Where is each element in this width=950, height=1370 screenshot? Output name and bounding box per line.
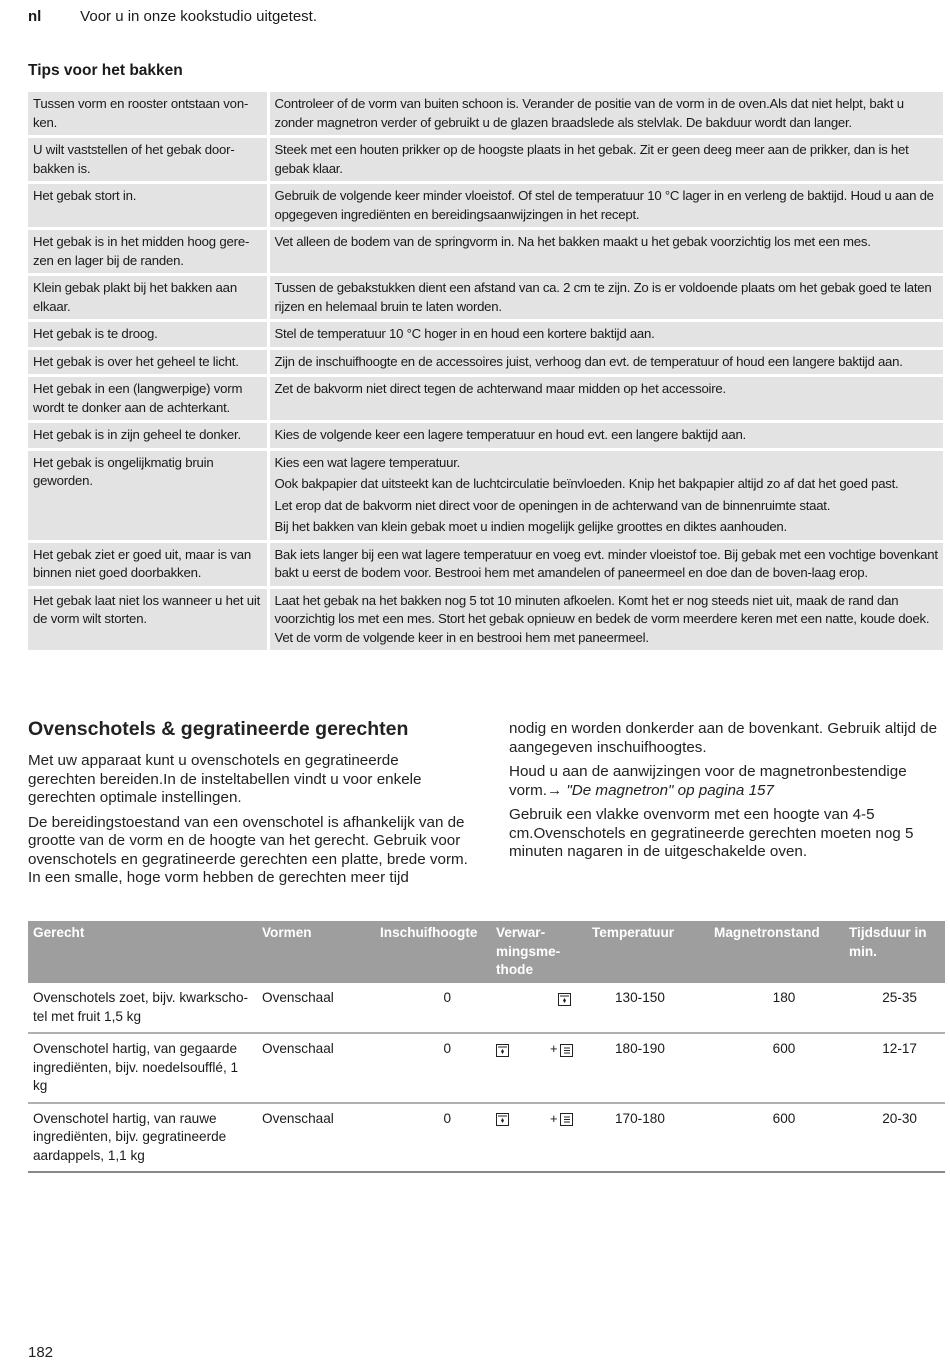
tip-problem: Het gebak is in zijn geheel te donker. [28, 422, 268, 450]
microwave-icon [560, 1044, 573, 1057]
table-header-row [28, 921, 945, 983]
table-row [28, 422, 943, 450]
header-mode: Verwar-mingsme-thode [491, 921, 587, 983]
solution-line: Vet alleen de bodem van de springvorm in. Na het bakken maakt u het gebak voorzichtig los met een mes. [274, 234, 871, 249]
tip-solution [268, 541, 943, 587]
tip-problem: Het gebak is ongelijkmatig bruin geworden. [28, 449, 268, 541]
cell-temp: 170-180 [587, 1103, 709, 1173]
paragraph: Gebruik een vlakke ovenvorm met een hoogte van 4-5 cm.Ovenschotels en gegratineerde gerechten moeten nog 5 minuten nagaren in de uitgeschakelde oven. [509, 806, 914, 860]
text-column-right [509, 720, 944, 868]
cell-dish: Ovenschotels zoet, bijv. kwarkscho-tel met fruit 1,5 kg [28, 983, 257, 1033]
casseroles-section-title: Ovenschotels & gegratineerde gerechten [28, 718, 409, 740]
page-reference-link[interactable]: "De magnetron" op pagina 157 [566, 781, 774, 799]
microwave-icon [560, 1113, 573, 1126]
tip-solution [268, 587, 943, 652]
tip-solution [268, 183, 943, 229]
tip-solution [268, 229, 943, 275]
solution-line: Bak iets langer bij een wat lagere temperatuur en voeg evt. minder vloeistof toe. Bij gebak met een vochtige bovenkant bakt u eerst de bodem voor. Bestrooi hem met amandelen of paneermeel en doe dan de boven-laag erop. [274, 546, 938, 580]
solution-line: Kies de volgende keer een lagere temperatuur en houd evt. een langere baktijd aan. [274, 427, 746, 442]
table-row [28, 321, 943, 349]
solution-line: Steek met een houten prikker op de hoogste plaats in het gebak. Zit er geen deeg meer aan de prikker, dan is het gebak klaar. [274, 142, 909, 176]
table-row [28, 449, 943, 541]
solution-line: Laat het gebak na het bakken nog 5 tot 10 minuten afkoelen. Komt het er nog steeds niet uit, maak de rand dan voorzichtig los met een mes. Stort het gebak opnieuw en bedek de vorm meerdere keren met een natte, koude doek. Vet de vorm de volgende keer in en bestrooi hem met paneermeel. [274, 592, 930, 645]
cell-mag: 600 [709, 1103, 844, 1173]
tip-problem: Het gebak laat niet los wanneer u het uit de vorm wilt storten. [28, 587, 268, 652]
cell-form: Ovenschaal [257, 1033, 375, 1103]
tip-solution [268, 376, 943, 422]
cell-height: 0 [375, 1103, 491, 1173]
plus-sign: + [550, 1041, 558, 1056]
solution-line: Zet de bakvorm niet direct tegen de achterwand maar midden op het accessoire. [274, 381, 726, 396]
cell-dish: Ovenschotel hartig, van rauwe ingrediënten, bijv. gegratineerde aardappels, 1,1 kg [28, 1103, 257, 1173]
solution-line: Stel de temperatuur 10 °C hoger in en houd een kortere baktijd aan. [274, 326, 655, 341]
heating-mode [496, 1040, 582, 1058]
tip-solution [268, 137, 943, 183]
table-row [28, 137, 943, 183]
grill-fan-icon [496, 1113, 509, 1126]
tip-problem: Het gebak stort in. [28, 183, 268, 229]
tip-problem: Het gebak ziet er goed uit, maar is van binnen niet goed doorbakken. [28, 541, 268, 587]
tip-solution [268, 449, 943, 541]
tip-solution [268, 348, 943, 376]
arrow-icon: → [546, 781, 563, 799]
cell-dish: Ovenschotel hartig, van gegaarde ingrediënten, bijv. noedelsoufflé, 1 kg [28, 1033, 257, 1103]
table-row [28, 541, 943, 587]
tips-section-title: Tips voor het bakken [28, 62, 183, 79]
table-row [28, 348, 943, 376]
table-row [28, 1033, 945, 1103]
solution-line: Kies een wat lagere temperatuur. [274, 454, 461, 470]
cell-time: 12-17 [844, 1033, 945, 1103]
paragraph-text: Houd u aan de aanwijzingen voor de magnetronbestendige vorm. [509, 763, 907, 799]
solution-line: Controleer of de vorm van buiten schoon is. Verander de positie van de vorm in de oven.Als dat niet helpt, bakt u zonder magnetron verder of gebruikt u de glazen braadslede als stelvlak. De bakduur wordt dan langer. [274, 96, 904, 130]
table-row [28, 587, 943, 652]
header-form: Vormen [257, 921, 375, 983]
cell-time: 20-30 [844, 1103, 945, 1173]
text-column-left [28, 752, 468, 894]
solution-line: Bij het bakken van klein gebak moet u indien mogelijk gelijke groottes en diktes aanhouden. [274, 519, 787, 534]
paragraph: Met uw apparaat kunt u ovenschotels en gegratineerde gerechten bereiden.In de insteltabellen vindt u voor enkele gerechten optimale instellingen. [28, 752, 422, 806]
solution-line: Let erop dat de bakvorm niet direct voor de openingen in de achterwand van de binnenruimte staat. [274, 497, 831, 513]
plus-sign: + [550, 1110, 558, 1126]
tip-problem: Het gebak is in het midden hoog gere-zen en lager bij de randen. [28, 229, 268, 275]
cell-temp: 180-190 [587, 1033, 709, 1103]
solution-line: Ook bakpapier dat uitsteekt kan de luchtcirculatie beïnvloeden. Knip het bakpapier altijd zo af dat het goed past. [274, 476, 899, 491]
table-row [28, 183, 943, 229]
tip-solution [268, 275, 943, 321]
tip-problem: Klein gebak plakt bij het bakken aan elkaar. [28, 275, 268, 321]
casserole-settings-table [28, 921, 945, 1173]
grill-fan-icon [496, 1044, 509, 1057]
table-row [28, 1103, 945, 1173]
cell-mode [491, 983, 587, 1033]
header-dish: Gerecht [28, 921, 257, 983]
page-number: 182 [28, 1344, 54, 1361]
paragraph: nodig en worden donkerder aan de bovenkant. Gebruik altijd de aangegeven inschuifhoogtes. [509, 720, 938, 756]
cell-form: Ovenschaal [257, 1103, 375, 1173]
header-mag: Magnetronstand [709, 921, 844, 983]
paragraph: De bereidingstoestand van een ovenschotel is afhankelijk van de grootte van de vorm en de hoogte van het gerecht. Gebruik voor ovenschotels en gegratineerde gerechten een platte, brede vorm. In een smalle, hoge vorm hebben de gerechten meer tijd [28, 813, 468, 886]
solution-line: Tussen de gebakstukken dient een afstand van ca. 2 cm te zijn. Zo is er voldoende plaats om het gebak goed te laten rijzen en helemaal bruin te laten worden. [274, 280, 932, 314]
table-row [28, 376, 943, 422]
cell-temp: 130-150 [587, 983, 709, 1033]
page-header [28, 8, 317, 25]
tip-problem: U wilt vaststellen of het gebak door-bakken is. [28, 137, 268, 183]
table-row [28, 983, 945, 1033]
header-height: Inschuifhoogte [375, 921, 491, 983]
header-temp: Temperatuur [587, 921, 709, 983]
heating-mode [496, 989, 582, 1007]
tip-solution [268, 321, 943, 349]
tip-solution [268, 422, 943, 450]
tip-problem: Het gebak is te droog. [28, 321, 268, 349]
language-code: nl [28, 8, 42, 25]
cell-time: 25-35 [844, 983, 945, 1033]
header-time: Tijdsduur in min. [844, 921, 945, 983]
table-row [28, 229, 943, 275]
grill-fan-icon [558, 993, 571, 1006]
table-row [28, 275, 943, 321]
cell-height: 0 [375, 983, 491, 1033]
table-row [28, 92, 943, 137]
header-text: Voor u in onze kookstudio uitgetest. [80, 8, 317, 25]
cell-mag: 600 [709, 1033, 844, 1103]
cell-mode [491, 1033, 587, 1103]
baking-tips-table [28, 92, 943, 653]
cell-mode [491, 1103, 587, 1173]
tip-problem: Het gebak in een (langwerpige) vorm wordt te donker aan de achterkant. [28, 376, 268, 422]
paragraph [509, 763, 944, 800]
tip-problem: Het gebak is over het geheel te licht. [28, 348, 268, 376]
solution-line: Zijn de inschuifhoogte en de accessoires juist, verhoog dan evt. de temperatuur of houd een langere baktijd aan. [274, 353, 903, 369]
solution-line: Gebruik de volgende keer minder vloeistof. Of stel de temperatuur 10 °C lager in en verleng de baktijd. Houd u aan de opgegeven ingrediënten en bereidingsaanwijzingen in het recept. [274, 188, 934, 222]
tip-solution [268, 92, 943, 137]
tip-problem: Tussen vorm en rooster ontstaan von-ken. [28, 92, 268, 137]
cell-mag: 180 [709, 983, 844, 1033]
heating-mode [496, 1110, 582, 1128]
cell-form: Ovenschaal [257, 983, 375, 1033]
cell-height: 0 [375, 1033, 491, 1103]
